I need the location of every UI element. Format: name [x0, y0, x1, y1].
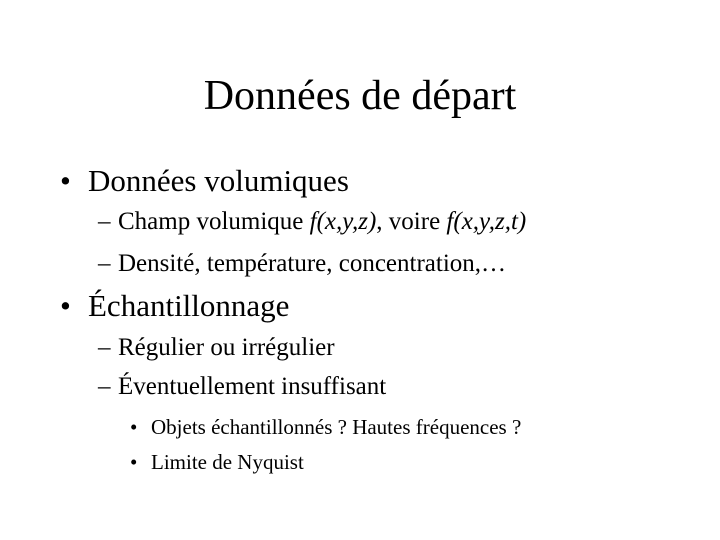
subsubitem-objets [130, 414, 521, 440]
subsubitem-text: Limite de Nyquist [151, 450, 304, 474]
dash-marker: – [98, 373, 111, 400]
formula-fxyz: f(x,y,z) [309, 208, 377, 235]
bullet-text: Échantillonnage [88, 288, 290, 323]
subitem-champ-volumique [98, 207, 526, 237]
slide-title: Données de départ [203, 73, 517, 119]
bullet-marker: • [60, 163, 71, 198]
subitem-text: Régulier ou irrégulier [118, 334, 335, 361]
dash-marker: – [98, 208, 111, 235]
subitem-eventuellement [98, 372, 386, 402]
bullet-text: Données volumiques [88, 163, 349, 198]
subsubitem-nyquist [130, 449, 304, 475]
subitem-regulier [98, 333, 335, 363]
bullet-marker: • [130, 450, 138, 474]
subitem-text-part: Champ volumique [118, 208, 310, 235]
bullet-donnees-volumiques [60, 163, 349, 199]
subitem-text: Densité, température, concentration,… [118, 250, 507, 277]
dash-marker: – [98, 334, 111, 361]
subitem-text-part: , voire [376, 208, 447, 235]
bullet-echantillonnage [60, 288, 289, 324]
subitem-densite [98, 249, 506, 279]
subitem-text: Éventuellement insuffisant [118, 373, 387, 400]
dash-marker: – [98, 250, 111, 277]
bullet-marker: • [60, 288, 71, 323]
formula-fxyzt: f(x,y,z,t) [446, 208, 527, 235]
bullet-marker: • [130, 415, 138, 439]
subsubitem-text: Objets échantillonnés ? Hautes fréquences ? [151, 415, 522, 439]
